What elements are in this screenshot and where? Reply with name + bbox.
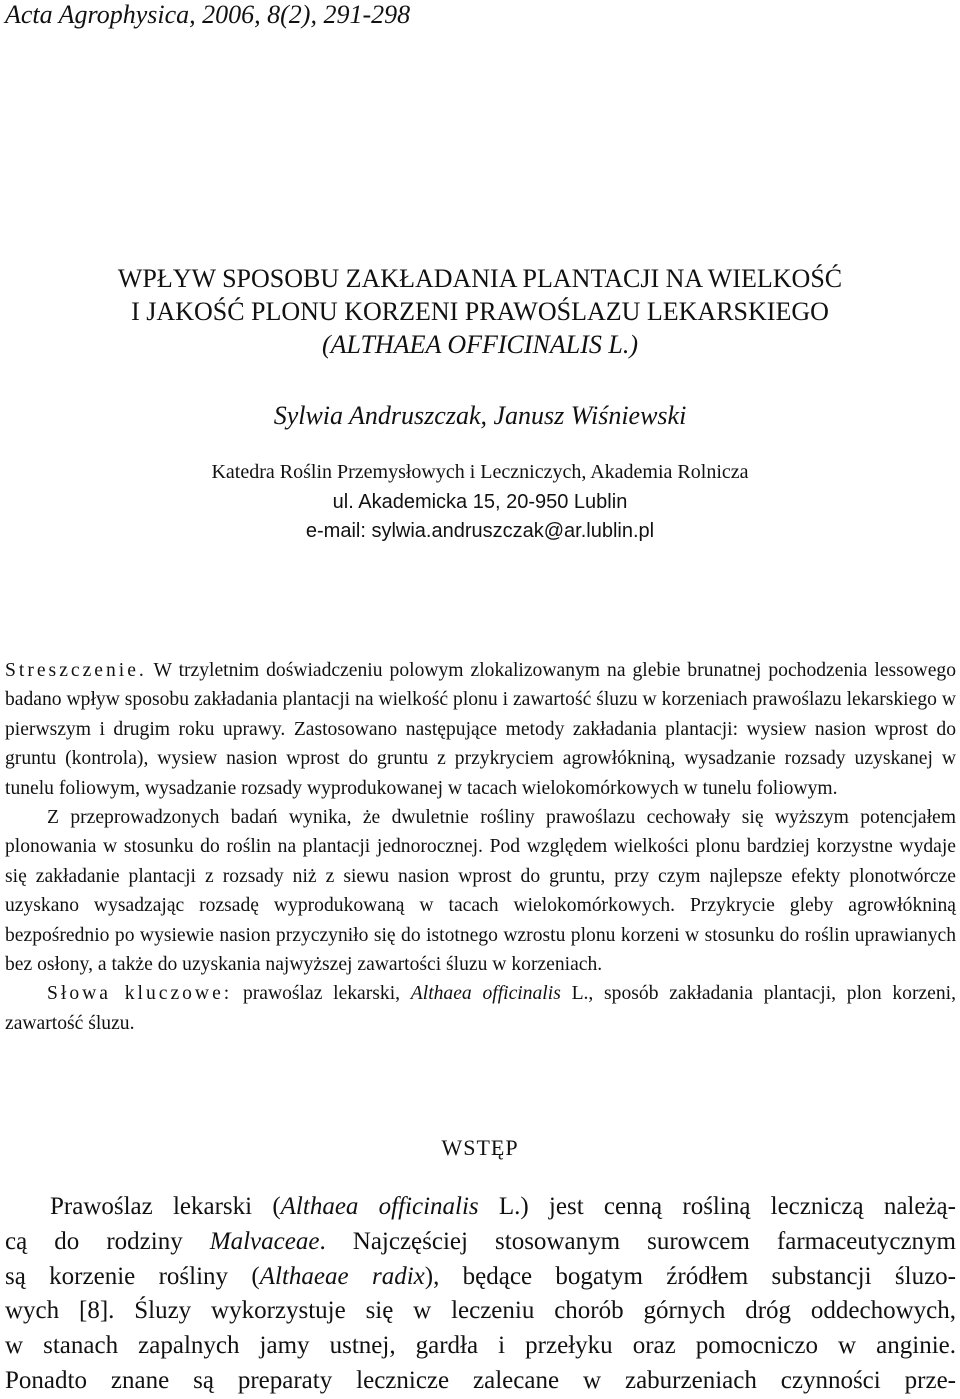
body-text: . Najczęściej stosowanym surowcem farmaceutycznym — [319, 1227, 956, 1255]
keywords-text-2: L., sposób zakładania plantacji, plon korzeni, zawartość śluzu. — [5, 983, 956, 1034]
body-italic: Althaeae radix — [259, 1262, 425, 1290]
keywords — [5, 979, 956, 1038]
body-paragraph — [5, 1190, 956, 1399]
affiliation — [0, 458, 960, 547]
abstract-label: Streszczenie. — [5, 660, 147, 681]
body-line-2 — [5, 1225, 956, 1260]
body-line-1 — [5, 1190, 956, 1225]
section-heading: WSTĘP — [441, 1135, 519, 1160]
keywords-species: Althaea officinalis — [410, 983, 561, 1005]
keywords-text-1: prawoślaz lekarski, — [242, 983, 401, 1005]
journal-citation: Acta Agrophysica, 2006, 8(2), 291-298 — [5, 0, 411, 29]
article-title — [0, 262, 960, 361]
body-italic: Althaea officinalis — [280, 1193, 479, 1220]
affiliation-address: ul. Akademicka 15, 20-950 Lublin — [332, 490, 628, 513]
body-text: ), będące bogatym źródłem substancji śluzo- — [424, 1262, 956, 1290]
authors: Sylwia Andruszczak, Janusz Wiśniewski — [273, 401, 687, 430]
section-body — [5, 1190, 956, 1399]
body-italic: Malvaceae — [209, 1227, 320, 1255]
body-line-5: w stanach zapalnych jamy ustnej, gardła i przełyku oraz pomocniczo w anginie. — [5, 1332, 956, 1360]
keywords-label: Słowa kluczowe: — [47, 983, 233, 1005]
abstract-paragraph-1 — [5, 656, 956, 803]
body-text: są korzenie rośliny ( — [5, 1262, 260, 1290]
affiliation-department: Katedra Roślin Przemysłowych i Leczniczych, Akademia Rolnicza — [211, 461, 749, 483]
title-line-1: WPŁYW SPOSOBU ZAKŁADANIA PLANTACJI NA WIELKOŚĆ — [117, 264, 843, 293]
body-text: L.) jest cenną rośliną leczniczą należą- — [478, 1193, 956, 1220]
title-line-2: I JAKOŚĆ PLONU KORZENI PRAWOŚLAZU LEKARSKIEGO — [131, 297, 829, 326]
affiliation-email: e-mail: sylwia.andruszczak@ar.lublin.pl — [305, 520, 655, 542]
body-line-6: Ponadto znane są preparaty lecznicze zalecane w zaburzeniach czynności prze- — [5, 1366, 956, 1394]
abstract-paragraph-2: Z przeprowadzonych badań wynika, że dwuletnie rośliny prawoślazu cechowały się wyższym potencjałem plonowania w stosunku do roślin na plantacji jednorocznej. Pod względem wielkości plonu bardziej korzystne wydaje się zakładanie plantacji z rozsady niż z siewu nasion wprost do gruntu, przy czym najlepsze efekty plonotwórcze uzyskano wysadzając rozsadę wyprodukowaną w tacach wielokomórkowych. Przykrycie gleby agrowłókniną bezpośrednio po wysiewie nasion przyczyniło się do istotnego wzrostu plonu korzeni w stosunku do roślin uprawianych bez osłony, a także do uzyskania najwyższej zawartości śluzu w korzeniach. — [5, 807, 956, 976]
body-line-3 — [5, 1260, 956, 1295]
body-text: cą do rodziny — [5, 1227, 210, 1255]
body-text: Prawoślaz lekarski ( — [50, 1193, 281, 1220]
abstract — [5, 656, 956, 1038]
body-line-4: wych [8]. Śluzy wykorzystuje się w leczeniu chorób górnych dróg oddechowych, — [5, 1297, 956, 1325]
abstract-text-1: W trzyletnim doświadczeniu polowym zlokalizowanym na glebie brunatnej pochodzenia lessowego badano wpływ sposobu zakładania plantacji na wielkość plonu i zawartość śluzu w korzeniach prawoślazu lekarskiego w pierwszym i drugim roku uprawy. Zastosowano następujące metody zakładania plantacji: wysiew nasion wprost do gruntu (kontrola), wysiew nasion wprost do gruntu z przykryciem agrowłókniną, wysadzanie rozsady uzyskanej w tunelu foliowym, wysadzanie rozsady wyprodukowanej w tacach wielokomórkowych w tunelu foliowym. — [5, 660, 956, 799]
title-line-3: (ALTHAEA OFFICINALIS L.) — [321, 330, 639, 359]
